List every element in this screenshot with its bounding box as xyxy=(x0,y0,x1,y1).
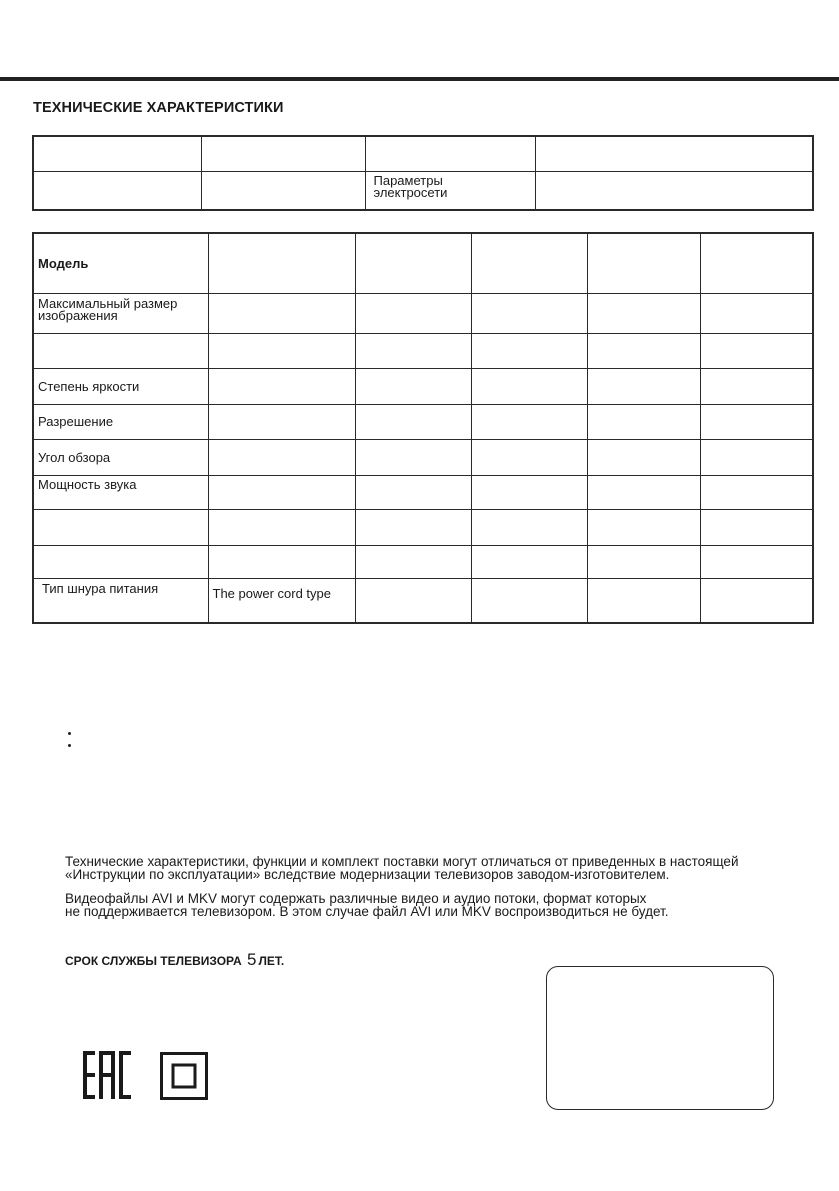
table-cell xyxy=(33,172,201,211)
row-label-brightness: Степень яркости xyxy=(33,369,208,405)
table-row xyxy=(33,510,813,546)
table-cell xyxy=(208,440,355,476)
table-cell xyxy=(587,579,700,624)
table-cell xyxy=(201,136,365,172)
table-cell xyxy=(700,510,813,546)
table-cell xyxy=(535,172,813,211)
note-specifications-disclaimer: Технические характеристики, функции и комплект поставки могут отличаться от приведенных в настоящей «Инструкции по эксплуатации» вследствие модернизации телевизоров заводом-изготовителем. xyxy=(65,854,739,882)
table-cell xyxy=(208,510,355,546)
table-cell xyxy=(208,334,355,369)
notes-section xyxy=(65,855,785,929)
table-cell xyxy=(587,546,700,579)
row-label-viewing-angle: Угол обзора xyxy=(33,440,208,476)
table-cell xyxy=(700,579,813,624)
specifications-table xyxy=(32,232,814,624)
power-parameters-label: Параметры электросети xyxy=(365,172,535,211)
service-life-years: 5 xyxy=(247,950,257,969)
table-cell xyxy=(208,369,355,405)
table-cell xyxy=(700,440,813,476)
table-row xyxy=(33,369,813,405)
service-life-suffix: ЛЕТ. xyxy=(258,954,285,968)
note-avi-mkv: Видеофайлы AVI и MKV могут содержать различные видео и аудио потоки, формат которых не поддерживается телевизором. В этом случае файл AVI или MKV воспроизводиться не будет. xyxy=(65,891,669,919)
table-cell xyxy=(587,510,700,546)
header-rule xyxy=(0,77,839,81)
table-row xyxy=(33,579,813,624)
table-cell xyxy=(700,546,813,579)
table-cell xyxy=(471,334,587,369)
power-parameters-table xyxy=(32,135,814,211)
table-row xyxy=(33,233,813,294)
table-row xyxy=(33,546,813,579)
table-cell xyxy=(700,233,813,294)
table-cell xyxy=(700,294,813,334)
table-row xyxy=(33,334,813,369)
table-cell xyxy=(355,579,471,624)
eac-logo xyxy=(83,1051,131,1099)
table-cell xyxy=(471,476,587,510)
table-cell xyxy=(355,405,471,440)
row-label-sound-power: Мощность звука xyxy=(33,476,208,510)
table-cell xyxy=(208,546,355,579)
page-title: ТЕХНИЧЕСКИЕ ХАРАКТЕРИСТИКИ xyxy=(33,100,284,116)
table-cell xyxy=(700,476,813,510)
service-life-prefix: СРОК СЛУЖБЫ ТЕЛЕВИЗОРА xyxy=(65,954,242,968)
table-cell xyxy=(365,136,535,172)
row-label-resolution: Разрешение xyxy=(33,405,208,440)
stamp-box xyxy=(546,966,774,1110)
table-cell xyxy=(471,369,587,405)
table-cell xyxy=(355,476,471,510)
bullet-dot xyxy=(68,732,71,735)
table-row xyxy=(33,136,813,172)
table-cell xyxy=(535,136,813,172)
table-cell xyxy=(471,510,587,546)
row-label-model: Модель xyxy=(33,233,208,294)
table-cell xyxy=(700,405,813,440)
table-cell xyxy=(587,476,700,510)
table-row xyxy=(33,294,813,334)
table-cell xyxy=(208,476,355,510)
table-cell xyxy=(355,440,471,476)
table-cell xyxy=(201,172,365,211)
row-label-empty xyxy=(33,334,208,369)
table-row xyxy=(33,172,813,211)
table-cell xyxy=(33,136,201,172)
service-life xyxy=(65,950,284,970)
row-label-max-image-size: Максимальный размер изображения xyxy=(33,294,208,334)
table-cell xyxy=(208,233,355,294)
table-cell xyxy=(471,233,587,294)
table-cell xyxy=(587,369,700,405)
table-cell xyxy=(208,294,355,334)
table-cell xyxy=(700,334,813,369)
bullet-dot xyxy=(68,744,71,747)
table-cell xyxy=(587,233,700,294)
table-cell xyxy=(471,294,587,334)
table-cell xyxy=(471,440,587,476)
table-cell xyxy=(471,579,587,624)
table-cell xyxy=(700,369,813,405)
table-cell xyxy=(471,405,587,440)
table-cell xyxy=(587,440,700,476)
row-label-power-cord-type: Тип шнура питания xyxy=(33,579,208,624)
double-square-icon xyxy=(160,1052,208,1100)
table-cell xyxy=(587,294,700,334)
table-cell xyxy=(208,405,355,440)
power-cord-type-value: The power cord type xyxy=(208,579,355,624)
table-cell xyxy=(355,369,471,405)
row-label-empty xyxy=(33,546,208,579)
table-cell xyxy=(355,334,471,369)
table-cell xyxy=(355,546,471,579)
row-label-empty xyxy=(33,510,208,546)
table-row xyxy=(33,440,813,476)
table-cell xyxy=(355,233,471,294)
table-cell xyxy=(587,334,700,369)
table-cell xyxy=(355,510,471,546)
table-cell xyxy=(471,546,587,579)
table-row xyxy=(33,476,813,510)
table-row xyxy=(33,405,813,440)
table-cell xyxy=(587,405,700,440)
table-cell xyxy=(355,294,471,334)
